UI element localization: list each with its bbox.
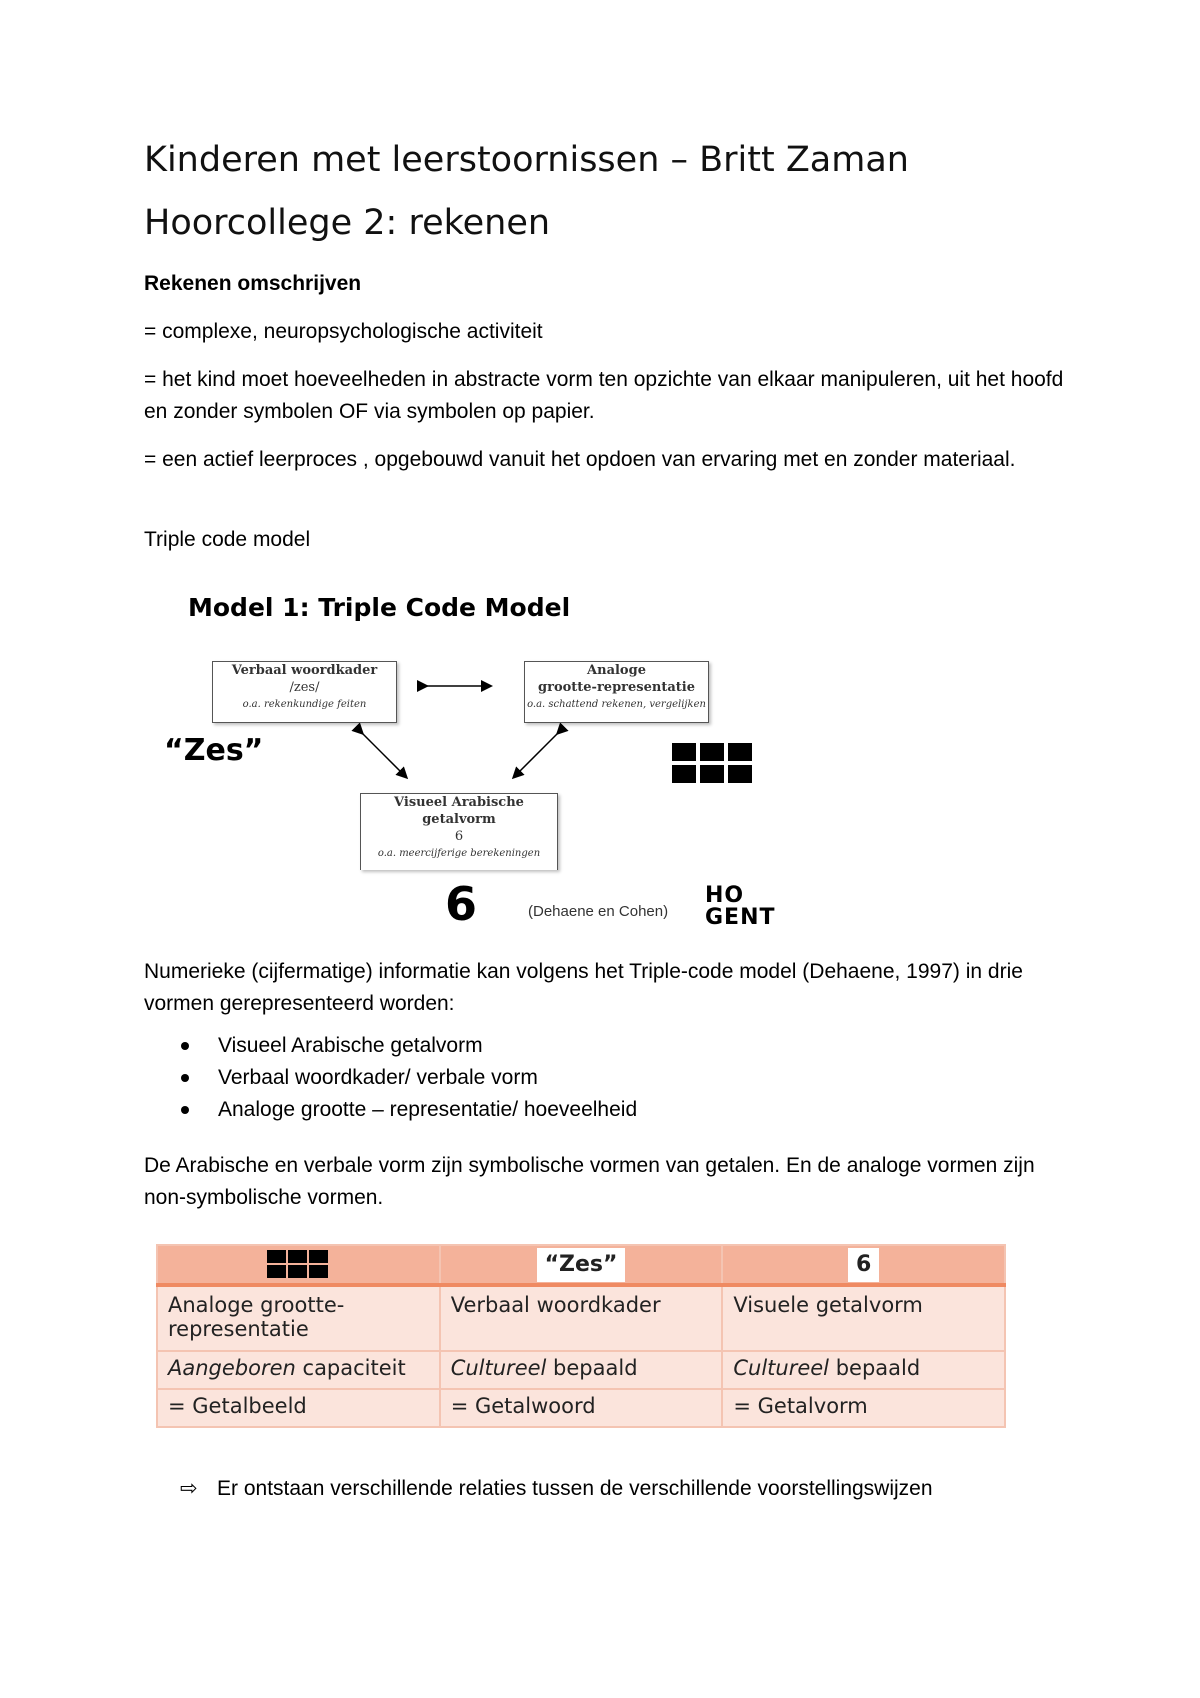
header-six: 6 <box>848 1248 879 1282</box>
lecture-title: Hoorcollege 2: rekenen <box>144 203 551 243</box>
bullet-list <box>144 1030 637 1126</box>
figure-title: Model 1: Triple Code Model <box>188 593 571 622</box>
bullet-icon <box>181 1042 189 1050</box>
table-cell: Verbaal woordkader <box>440 1285 723 1351</box>
table-cell <box>157 1351 440 1389</box>
list-item-text: Verbaal woordkader/ verbale vorm <box>218 1066 538 1089</box>
table-header-row <box>157 1245 1005 1285</box>
table-cell: = Getalvorm <box>722 1389 1005 1427</box>
bullet-icon <box>181 1074 189 1082</box>
verbal-box-note: o.a. rekenkundige feiten <box>242 699 367 710</box>
cell-emphasis: Cultureel <box>450 1356 547 1380</box>
verbal-word-frame-box <box>212 661 397 723</box>
cell-text: bepaald <box>829 1356 921 1380</box>
table-row <box>157 1351 1005 1389</box>
arrow-analog-visual <box>514 733 558 777</box>
analog-box-heading: Analoge <box>587 663 646 678</box>
definition-paragraph-1: = complexe, neuropsychologische activiteit <box>144 320 543 343</box>
analog-box-heading-2: grootte-representatie <box>538 680 695 695</box>
table-cell <box>722 1351 1005 1389</box>
visual-box-note: o.a. meercijferige berekeningen <box>377 848 541 859</box>
list-item <box>144 1094 637 1126</box>
hogent-logo <box>705 885 776 929</box>
visual-box-heading: Visueel Arabische <box>394 795 524 810</box>
conclusion-text: Er ontstaan verschillende relaties tussen de verschillende voorstellingswijzen <box>217 1477 933 1500</box>
table-cell: = Getalwoord <box>440 1389 723 1427</box>
analog-box-note: o.a. schattend rekenen, vergelijken <box>527 699 706 710</box>
zes-word-label: “Zes” <box>164 733 264 768</box>
verbal-box-heading: Verbaal woordkader <box>231 663 378 678</box>
summary-paragraph: De Arabische en verbale vorm zijn symbolische vormen van getalen. En de analoge vormen zijn non-symbolische vormen. <box>144 1154 1035 1209</box>
list-item <box>144 1062 637 1094</box>
figure-credit: (Dehaene en Cohen) <box>528 903 669 920</box>
logo-line-2: GENT <box>705 905 776 930</box>
visual-box-example: 6 <box>454 829 464 844</box>
representation-table <box>156 1244 1006 1428</box>
cell-text: capaciteit <box>295 1356 406 1380</box>
visual-box-heading-2: getalvorm <box>422 812 496 827</box>
table-row <box>157 1285 1005 1351</box>
definition-paragraph-3: = een actief leerproces , opgebouwd vanuit het opdoen van ervaring met en zonder materiaal. <box>144 448 1016 471</box>
six-digit-label: 6 <box>445 877 478 931</box>
six-squares-icon <box>672 743 752 783</box>
table-header-cell <box>157 1245 440 1285</box>
table-cell: Visuele getalvorm <box>722 1285 1005 1351</box>
intro-paragraph: Numerieke (cijfermatige) informatie kan volgens het Triple-code model (Dehaene, 1997) in drie vormen gerepresenteerd worden: <box>144 960 1023 1015</box>
list-item-text: Analoge grootte – representatie/ hoeveelheid <box>218 1098 638 1121</box>
verbal-box-example: /zes/ <box>289 680 320 695</box>
visual-arabic-box <box>360 793 558 870</box>
triple-code-figure <box>160 585 800 945</box>
conclusion-line <box>180 1473 933 1505</box>
six-squares-icon <box>267 1250 329 1280</box>
list-item-text: Visueel Arabische getalvorm <box>218 1034 483 1057</box>
logo-line-1: HO <box>705 883 745 908</box>
list-item <box>144 1030 637 1062</box>
bullet-icon <box>181 1106 189 1114</box>
definition-paragraph-2: = het kind moet hoeveelheden in abstracte vorm ten opzichte van elkaar manipuleren, uit het hoofd en zonder symbolen OF via symbolen op papier. <box>144 368 1064 423</box>
header-zes: “Zes” <box>537 1248 626 1282</box>
section-heading: Rekenen omschrijven <box>144 272 362 295</box>
cell-emphasis: Cultureel <box>733 1356 830 1380</box>
table-header-cell <box>722 1245 1005 1285</box>
table-header-cell <box>440 1245 723 1285</box>
triple-code-label: Triple code model <box>144 528 311 551</box>
document-title: Kinderen met leerstoornissen – Britt Zaman <box>144 140 909 180</box>
table-cell: Analoge grootte-representatie <box>157 1285 440 1351</box>
analog-magnitude-box <box>524 661 709 723</box>
cell-emphasis: Aangeboren <box>168 1356 296 1380</box>
arrow-verbal-visual <box>362 733 406 777</box>
table-row <box>157 1389 1005 1427</box>
cell-text: bepaald <box>546 1356 638 1380</box>
arrow-right-icon: ⇨ <box>180 1477 198 1500</box>
table-cell <box>440 1351 723 1389</box>
table-cell: = Getalbeeld <box>157 1389 440 1427</box>
